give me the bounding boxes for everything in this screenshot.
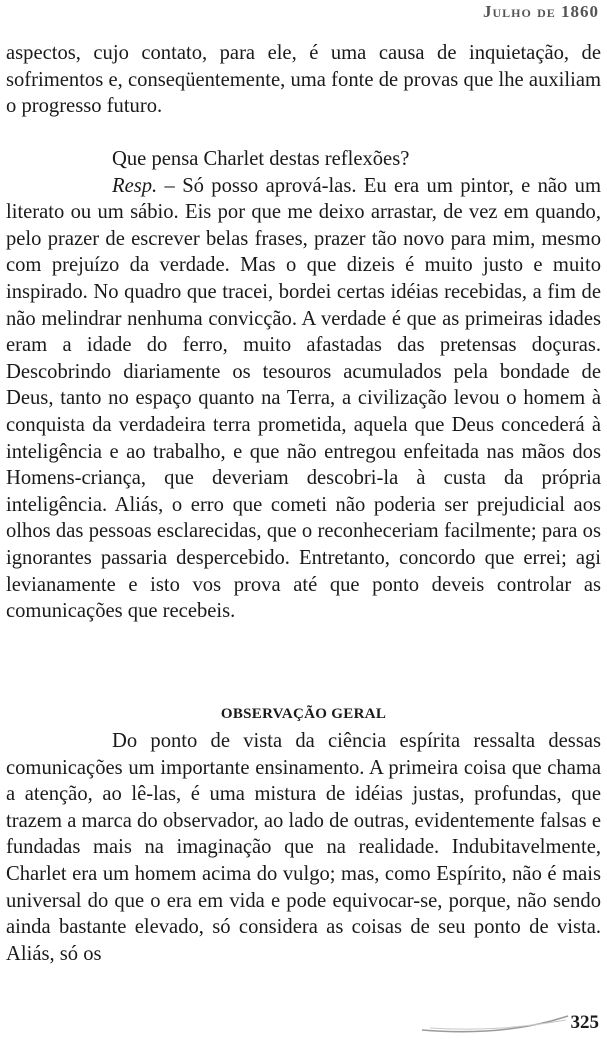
running-header: Julho de 1860	[482, 2, 599, 21]
observation-paragraph	[6, 728, 601, 967]
question-text: Que pensa Charlet destas reflexões?	[112, 148, 410, 170]
page-number: 325	[570, 1012, 599, 1033]
decorative-swoosh-icon	[420, 1004, 570, 1034]
answer-body: – Só posso aprová-las. Eu era um pintor, e não um literato ou um sábio. Eis por que me deixo arrastar, de vez em quando, pelo prazer de escrever belas frases, prazer tão novo para mim, mesmo com prejuízo da verdade. Mas o que dizeis é muito justo e muito inspirado. No quadro que tracei, bordei certas idéias recebidas, a fim de não melindrar nenhuma convicção. A verdade é que as primeiras idades eram a idade do ferro, muito afastadas das pretensas doçuras. Descobrindo diariamente os tesouros acumulados pela bondade de Deus, tanto no espaço quanto na Terra, a civilização levou o homem à conquista da verdadeira terra prometida, aquela que Deus concederá à inteligência e ao trabalho, e que não entregou enfeitada nas mãos dos Homens-criança, que deveriam descobri-la à custa da própria inteligência. Aliás, o erro que cometi não poderia ser prejudicial aos olhos das pessoas esclarecidas, que o reconheceriam facilmente; para os ignorantes passaria despercebido. Entretanto, concordo que errei; agi levianamente e isto vos prova até que ponto deveis controlar as comunicações que recebeis.	[6, 174, 601, 623]
answer-text	[6, 173, 601, 625]
section-heading: OBSERVAÇÃO GERAL	[220, 706, 387, 722]
paragraph-continuation	[6, 40, 601, 120]
paragraph-text: aspectos, cujo contato, para ele, é uma causa de inquietação, de sofrimentos e, conseqüentemente, uma fonte de provas que lhe auxiliam o progresso futuro.	[6, 42, 601, 118]
answer-label: Resp.	[112, 174, 158, 197]
question-answer-block	[6, 146, 601, 625]
paragraph-text: Do ponto de vista da ciência espírita ressalta dessas comunicações um importante ensinamento. A primeira coisa que chama a atenção, ao lê-las, é uma mistura de idéias justas, profundas, que trazem a marca do observador, ao lado de outras, evidentemente falsas e fundadas mais na imaginação que na realidade. Indubitavelmente, Charlet era um homem acima do vulgo; mas, como Espírito, não é mais universal do que o era em vida e pode equivocar-se, porque, não sendo ainda bastante elevado, só considera as coisas de seu ponto de vista. Aliás, só os	[6, 730, 601, 965]
